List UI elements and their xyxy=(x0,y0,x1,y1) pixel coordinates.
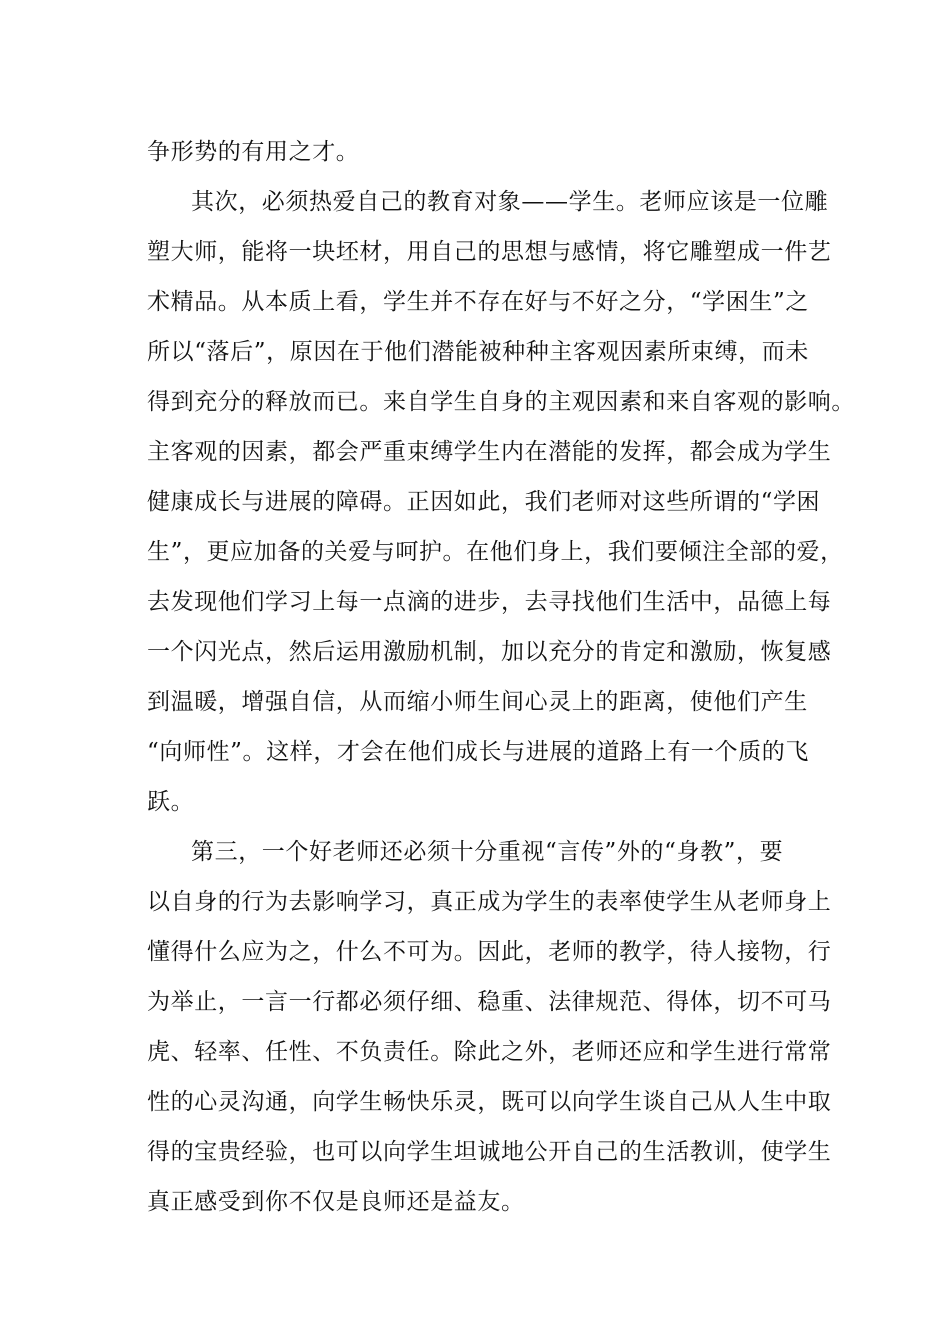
text-line: 争形势的有用之才。 xyxy=(147,139,360,165)
text-line: 到温暖，增强自信，从而缩小师生间心灵上的距离，使他们产生 xyxy=(147,689,808,715)
text-line: 真正感受到你不仅是良师还是益友。 xyxy=(147,1189,525,1215)
text-line: 一个闪光点，然后运用激励机制，加以充分的肯定和激励，恢复感 xyxy=(147,639,832,665)
text-line: 塑大师，能将一块坯材，用自己的思想与感情，将它雕塑成一件艺 xyxy=(147,239,832,265)
paragraph-start-line: 第三，一个好老师还必须十分重视“言传”外的“身教”，要 xyxy=(191,839,784,865)
text-line: 性的心灵沟通，向学生畅快乐灵，既可以向学生谈自己从人生中取 xyxy=(147,1089,832,1115)
text-line: 得的宝贵经验，也可以向学生坦诚地公开自己的生活教训，使学生 xyxy=(147,1139,832,1165)
text-line: 懂得什么应为之，什么不可为。因此，老师的教学，待人接物，行 xyxy=(147,939,832,965)
text-line: 主客观的因素，都会严重束缚学生内在潜能的发挥，都会成为学生 xyxy=(147,439,832,465)
text-line: 术精品。从本质上看，学生并不存在好与不好之分，“学困生”之 xyxy=(147,289,809,315)
text-line: 为举止，一言一行都必须仔细、稳重、法律规范、得体，切不可马 xyxy=(147,989,832,1015)
text-line: 健康成长与进展的障碍。正因如此，我们老师对这些所谓的“学困 xyxy=(147,489,821,515)
text-line: 跃。 xyxy=(147,789,195,815)
text-line: 得到充分的释放而已。来自学生自身的主观因素和来自客观的影响。 xyxy=(147,389,855,415)
text-line: 以自身的行为去影响学习，真正成为学生的表率使学生从老师身上 xyxy=(147,889,832,915)
text-line: “向师性”。这样，才会在他们成长与进展的道路上有一个质的飞 xyxy=(147,739,809,765)
text-line: 虎、轻率、任性、不负责任。除此之外，老师还应和学生进行常常 xyxy=(147,1039,832,1065)
paragraph-start-line: 其次，必须热爱自己的教育对象——学生。老师应该是一位雕 xyxy=(191,189,829,215)
text-line: 去发现他们学习上每一点滴的进步，去寻找他们生活中，品德上每 xyxy=(147,589,832,615)
text-line: 生”，更应加备的关爱与呵护。在他们身上，我们要倾注全部的爱， xyxy=(147,539,844,565)
text-line: 所以“落后”，原因在于他们潜能被种种主客观因素所束缚，而未 xyxy=(147,339,809,365)
